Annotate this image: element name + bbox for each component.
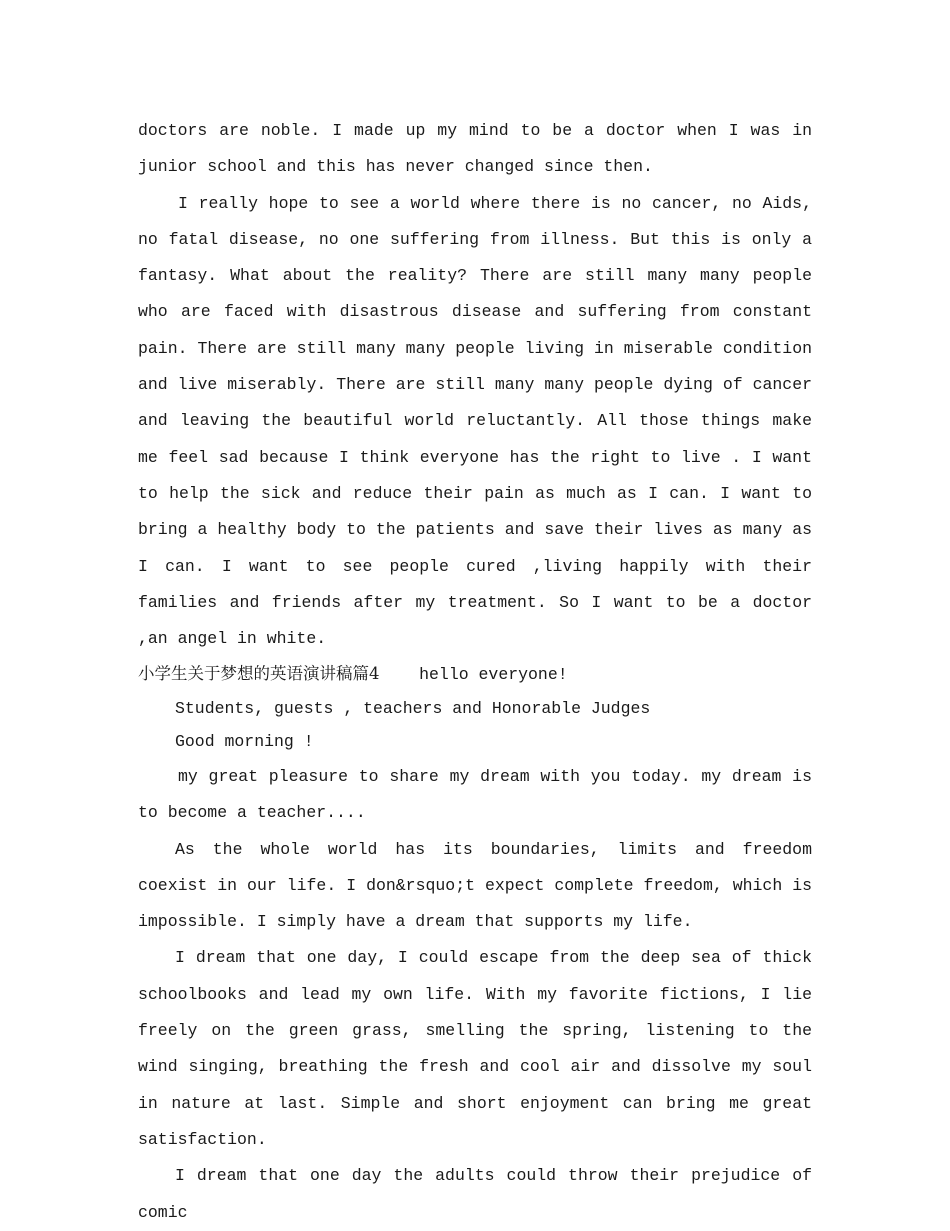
paragraph-doctor-intro: doctors are noble. I made up my mind to be a doctor when I was in junior school and this has never changed since then. [138, 121, 812, 177]
section-heading [138, 657, 812, 692]
paragraph-freedom: As the whole world has its boundaries, limits and freedom coexist in our life. I don&rsquo;t expect complete freedom, which is impossible. I simply have a dream that supports my life. [138, 839, 812, 932]
document-body [138, 113, 812, 1231]
paragraph-escape: I dream that one day, I could escape from the deep sea of thick schoolbooks and lead my own life. With my favorite fictions, I lie freely on the green grass, smelling the spring, listening to the wind singing, breathing the fresh and cool air and dissolve my soul in nature at last. Simple and short enjoyment can bring me great satisfaction. [138, 948, 812, 1149]
paragraph-adults: I dream that one day the adults could throw their prejudice of comic [138, 1166, 812, 1222]
audience-line: Students, guests , teachers and Honorable Judges [175, 698, 651, 718]
paragraph-doctor-dream: I really hope to see a world where there is no cancer, no Aids, no fatal disease, no one suffering from illness. But this is only a fantasy. What about the reality? There are still many many people who are faced with disastrous disease and suffering from constant pain. There are still many many people living in miserable condition and live miserably. There are still many many people dying of cancer and leaving the beautiful world reluctantly. All those things make me feel sad because I think everyone has the right to live . I want to help the sick and reduce their pain as much as I can. I want to bring a healthy body to the patients and save their lives as many as I can. I want to see people cured ,living happily with their families and friends after my treatment. So I want to be a doctor ,an angel in white. [138, 193, 812, 649]
paragraph-teacher-dream: my great pleasure to share my dream with you today. my dream is to become a teacher.... [138, 766, 812, 823]
section-heading-title: 小学生关于梦想的英语演讲稿篇4 [138, 664, 380, 684]
good-morning-line: Good morning ! [175, 732, 314, 752]
greeting-line: hello everyone! [419, 665, 568, 685]
